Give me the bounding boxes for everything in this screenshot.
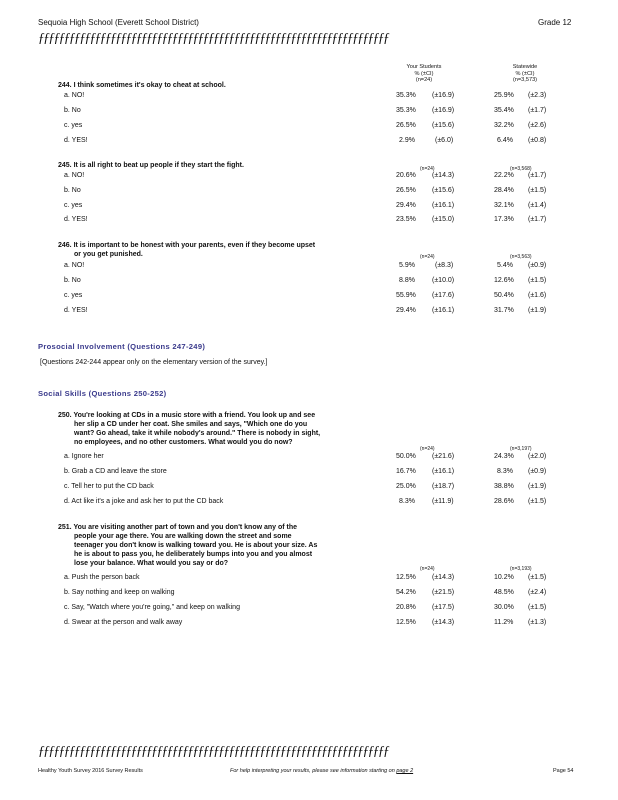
option-label: c. yes (64, 292, 83, 299)
option-label: a. Ignore her (64, 453, 104, 460)
option-label: d. Swear at the person and walk away (64, 619, 183, 626)
footer-page-link[interactable]: page 2 (396, 768, 414, 774)
question-250-cont: no employees, and no other customers. What would you do now? (74, 439, 293, 446)
option-label: a. Push the person back (64, 574, 140, 581)
statewide-pct: 5.4% (497, 262, 513, 269)
option-label: c. Tell her to put the CD back (64, 483, 154, 490)
students-n: (n=24) (420, 566, 435, 572)
statewide-pct: 28.4% (494, 187, 514, 194)
statewide-pct: 25.9% (494, 92, 514, 99)
statewide-pct: 31.7% (494, 307, 514, 314)
bottom-rule: ƒƒƒƒƒƒƒƒƒƒƒƒƒƒƒƒƒƒƒƒƒƒƒƒƒƒƒƒƒƒƒƒƒƒƒƒƒƒƒƒƒƒƒƒƒƒƒƒƒƒƒƒƒƒƒƒƒƒƒƒƒƒƒƒƒƒƒƒ (38, 743, 389, 758)
option-label: c. Say, "Watch where you're going," and keep on walking (64, 604, 240, 611)
question-246: 246. It is important to be honest with your parents, even if they become upset (58, 242, 316, 249)
statewide-ci: (±0.8) (528, 137, 547, 144)
students-ci: (±16.1) (432, 468, 455, 475)
students-ci: (±16.1) (432, 202, 455, 209)
option-label: b. No (64, 277, 81, 284)
statewide-n: (n=3,197) (510, 446, 532, 452)
statewide-ci: (±2.6) (528, 122, 547, 129)
question-244: 244. I think sometimes it's okay to cheat at school. (58, 82, 226, 89)
statewide-pct: 38.8% (494, 483, 514, 490)
students-ci: (±15.0) (432, 216, 455, 223)
statewide-pct-ci: % (±CI) (515, 70, 535, 77)
option-label: a. NO! (64, 262, 85, 269)
statewide-n: (n=3,193) (510, 566, 532, 572)
students-pct: 54.2% (396, 589, 416, 596)
students-n: (n=24) (420, 254, 435, 260)
students-pct: 12.5% (396, 619, 416, 626)
students-pct: 35.3% (396, 92, 416, 99)
section-prosocial-title: Prosocial Involvement (Questions 247-249) (38, 342, 206, 351)
footer-help-sentence: For help interpreting your results, please see information starting on (230, 768, 395, 774)
statewide-ci: (±1.5) (528, 498, 547, 505)
students-ci: (±21.6) (432, 453, 455, 460)
option-label: b. No (64, 187, 81, 194)
students-ci: (±18.7) (432, 483, 455, 490)
statewide-pct: 30.0% (494, 604, 514, 611)
students-ci: (±14.3) (432, 574, 455, 581)
statewide-pct: 10.2% (494, 574, 514, 581)
students-pct: 20.8% (396, 604, 416, 611)
statewide-ci: (±1.5) (528, 604, 547, 611)
students-pct: 35.3% (396, 107, 416, 114)
footer-survey-title: Healthy Youth Survey 2016 Survey Results (38, 768, 143, 774)
students-pct: 29.4% (396, 307, 416, 314)
statewide-ci: (±1.7) (528, 107, 547, 114)
statewide-pct: 12.6% (494, 277, 514, 284)
statewide-pct: 35.4% (494, 107, 514, 114)
option-label: d. YES! (64, 137, 88, 144)
grade-label: Grade 12 (538, 18, 572, 27)
option-label: d. YES! (64, 307, 88, 314)
question-251-cont: he is about to pass you, he deliberately bumps into you and you almost (74, 551, 313, 558)
statewide-pct: 24.3% (494, 453, 514, 460)
option-label: b. Grab a CD and leave the store (64, 468, 167, 475)
statewide-ci: (±1.5) (528, 277, 547, 284)
question-250: 250. You're looking at CDs in a music store with a friend. You look up and see (58, 412, 316, 419)
statewide-ci: (±1.5) (528, 187, 547, 194)
statewide-heading (494, 64, 556, 84)
option-label: a. NO! (64, 172, 85, 179)
students-ci: (±8.3) (435, 262, 454, 269)
section-social-skills-title: Social Skills (Questions 250-252) (38, 389, 167, 398)
statewide-ci: (±1.9) (528, 483, 547, 490)
school-name: Sequoia High School (Everett School District) (38, 18, 199, 27)
statewide-pct: 11.2% (494, 619, 514, 626)
students-ci: (±17.5) (432, 604, 455, 611)
students-ci: (±15.6) (432, 187, 455, 194)
students-pct: 23.5% (396, 216, 416, 223)
students-pct: 8.8% (399, 277, 415, 284)
statewide-ci: (±1.9) (528, 307, 547, 314)
students-pct: 5.9% (399, 262, 415, 269)
students-ci: (±15.6) (432, 122, 455, 129)
statewide-ci: (±2.0) (528, 453, 547, 460)
option-label: b. Say nothing and keep on walking (64, 589, 175, 596)
statewide-ci: (±2.3) (528, 92, 547, 99)
question-250-cont: her slip a CD under her coat. She smiles and says, "Which one do you (74, 421, 308, 428)
students-pct: 29.4% (396, 202, 416, 209)
students-ci: (±6.0) (435, 137, 454, 144)
students-pct: 25.0% (396, 483, 416, 490)
statewide-ci: (±1.6) (528, 292, 547, 299)
statewide-pct: 48.5% (494, 589, 514, 596)
your-students-title: Your Students (406, 64, 442, 70)
students-pct: 50.0% (396, 453, 416, 460)
your-students-heading (388, 64, 460, 84)
option-label: c. yes (64, 202, 83, 209)
students-ci: (±14.3) (432, 619, 455, 626)
students-ci: (±14.3) (432, 172, 455, 179)
students-pct: 2.9% (399, 137, 415, 144)
option-label: c. yes (64, 122, 83, 129)
statewide-title: Statewide (512, 64, 538, 70)
question-251-cont: people your age there. You are walking down the street and some (74, 533, 292, 540)
students-ci: (±16.1) (432, 307, 455, 314)
statewide-ci: (±1.7) (528, 172, 547, 179)
statewide-pct: 17.3% (494, 216, 514, 223)
statewide-ci: (±1.4) (528, 202, 547, 209)
question-245: 245. It is all right to beat up people if they start the fight. (58, 162, 244, 169)
students-n: (n=24) (420, 166, 435, 172)
students-ci: (±17.6) (432, 292, 455, 299)
question-251: 251. You are visiting another part of town and you don't know any of the (58, 524, 298, 531)
statewide-ci: (±0.9) (528, 468, 547, 475)
students-pct: 55.9% (396, 292, 416, 299)
students-n: (n=24) (420, 446, 435, 452)
statewide-n: (n=3,563) (510, 254, 532, 260)
students-pct: 26.5% (396, 187, 416, 194)
section-prosocial-note: [Questions 242-244 appear only on the elementary version of the survey.] (40, 359, 268, 366)
students-pct: 26.5% (396, 122, 416, 129)
question-250-cont: want? Go ahead, take it while nobody's around." There is nobody in sight, (74, 430, 321, 437)
statewide-ci: (±1.5) (528, 574, 547, 581)
option-label: a. NO! (64, 92, 85, 99)
statewide-pct: 8.3% (497, 468, 513, 475)
students-ci: (±16.9) (432, 92, 455, 99)
question-251-cont: lose your balance. What would you say or do? (74, 560, 229, 567)
students-pct: 20.6% (396, 172, 416, 179)
option-label: b. No (64, 107, 81, 114)
your-students-n: (n=24) (415, 77, 433, 83)
statewide-ci: (±1.3) (528, 619, 547, 626)
students-ci: (±16.9) (432, 107, 455, 114)
option-label: d. Act like it's a joke and ask her to put the CD back (64, 498, 224, 505)
statewide-pct: 22.2% (494, 172, 514, 179)
students-pct: 16.7% (396, 468, 416, 475)
top-rule: ƒƒƒƒƒƒƒƒƒƒƒƒƒƒƒƒƒƒƒƒƒƒƒƒƒƒƒƒƒƒƒƒƒƒƒƒƒƒƒƒƒƒƒƒƒƒƒƒƒƒƒƒƒƒƒƒƒƒƒƒƒƒƒƒƒƒƒƒ (38, 30, 389, 45)
students-pct: 12.5% (396, 574, 416, 581)
statewide-ci: (±1.7) (528, 216, 547, 223)
option-label: d. YES! (64, 216, 88, 223)
statewide-n: (n=3,568) (510, 166, 532, 172)
question-246-cont: or you get punished. (74, 251, 143, 258)
statewide-pct: 32.1% (494, 202, 514, 209)
statewide-ci: (±2.4) (528, 589, 547, 596)
footer-help-text (230, 768, 413, 774)
footer-page-number: Page 54 (553, 768, 574, 774)
statewide-pct: 28.6% (494, 498, 514, 505)
question-251-cont: teenager you don't know is walking toward you. He is about your size. As (74, 542, 318, 549)
statewide-pct: 50.4% (494, 292, 514, 299)
students-ci: (±10.0) (432, 277, 455, 284)
students-ci: (±11.9) (432, 498, 454, 505)
students-ci: (±21.5) (432, 589, 455, 596)
statewide-ci: (±0.9) (528, 262, 547, 269)
students-pct: 8.3% (399, 498, 415, 505)
statewide-pct: 6.4% (497, 137, 513, 144)
your-students-pct-ci: % (±CI) (414, 70, 434, 77)
statewide-n: (n=3,573) (512, 77, 538, 83)
statewide-pct: 32.2% (494, 122, 514, 129)
